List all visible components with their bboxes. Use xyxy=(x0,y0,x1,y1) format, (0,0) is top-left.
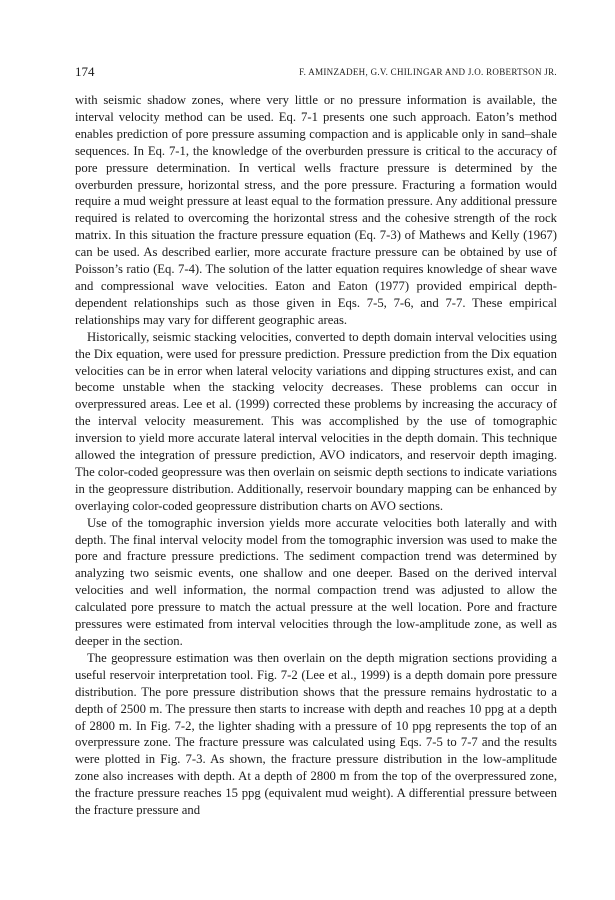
body-text xyxy=(75,92,557,819)
paragraph-3: Use of the tomographic inversion yields more accurate velocities both laterally and with depth. The final interval velocity model from the tomographic inversion was used to make the pore and fracture pressure predictions. The sediment compaction trend was determined by analyzing two seismic events, one shallow and one deeper. Based on the derived interval velocities and well information, the normal compaction trend was adjusted to allow the calculated pore pressure to match the actual pressure at the well location. Pore and fracture pressures were estimated from interval velocities through the low-amplitude zone, as well as deeper in the section. xyxy=(75,515,557,648)
paragraph-2: Historically, seismic stacking velocities, converted to depth domain interval velocities using the Dix equation, were used for pressure prediction. Pressure prediction from the Dix equation velocities can be in error when lateral velocity variations and dipping structures exist, and can become unstable when the stacking velocity decreases. These problems can occur in overpressured areas. Lee et al. (1999) corrected these problems by increasing the accuracy of the interval velocity measurement. This was accomplished by the use of tomographic inversion to yield more accurate lateral interval velocities in the depth domain. This technique allowed the integration of pressure prediction, AVO indicators, and reservoir depth imaging. The color-coded geopressure was then overlain on seismic depth sections to indicate variations in the geopressure distribution. Additionally, reservoir boundary mapping can be enhanced by overlaying color-coded geopressure distribution charts on AVO sections. xyxy=(75,329,557,513)
running-head: F. AMINZADEH, G.V. CHILINGAR AND J.O. ROBERTSON JR. xyxy=(299,67,557,77)
paragraph-1: with seismic shadow zones, where very little or no pressure information is available, the interval velocity method can be used. Eq. 7-1 presents one such approach. Eaton’s method enables prediction of pore pressure assuming compaction and is applicable only in sand–shale sequences. In Eq. 7-1, the knowledge of the overburden pressure is critical to the accuracy of pore pressure determination. In vertical wells fracture pressure is determined by the overburden pressure, horizontal stress, and the pore pressure. Fracturing a formation would require a mud weight pressure at least equal to the formation pressure. Any additional pressure required is related to overcoming the horizontal stress and the cohesive strength of the rock matrix. In this situation the fracture pressure equation (Eq. 7-3) of Mathews and Kelly (1967) can be used. As described earlier, more accurate fracture pressure can be obtained by use of Poisson’s ratio (Eq. 7-4). The solution of the latter equation requires knowledge of shear wave and compressional wave velocities. Eaton and Eaton (1977) provided empirical depth-dependent relationships such as those given in Eqs. 7-5, 7-6, and 7-7. These empirical relationships may vary for different geographic areas. xyxy=(75,93,557,327)
paragraph-4: The geopressure estimation was then overlain on the depth migration sections providing a useful reservoir interpretation tool. Fig. 7-2 (Lee et al., 1999) is a depth domain pore pressure distribution. The pore pressure distribution shows that the pressure remains hydrostatic to a depth of 2500 m. The pressure then starts to increase with depth and reaches 10 ppg at a depth of 2800 m. In Fig. 7-2, the lighter shading with a pressure of 10 ppg represents the top of an overpressure zone. The fracture pressure was calculated using Eqs. 7-5 to 7-7 and the results were plotted in Fig. 7-3. As shown, the fracture pressure distribution in the low-amplitude zone also increases with depth. At a depth of 2800 m from the top of the overpressured zone, the fracture pressure reaches 15 ppg (equivalent mud weight). A differential pressure between the fracture pressure and xyxy=(75,650,557,818)
page-number: 174 xyxy=(75,64,95,79)
page-header xyxy=(75,64,557,80)
